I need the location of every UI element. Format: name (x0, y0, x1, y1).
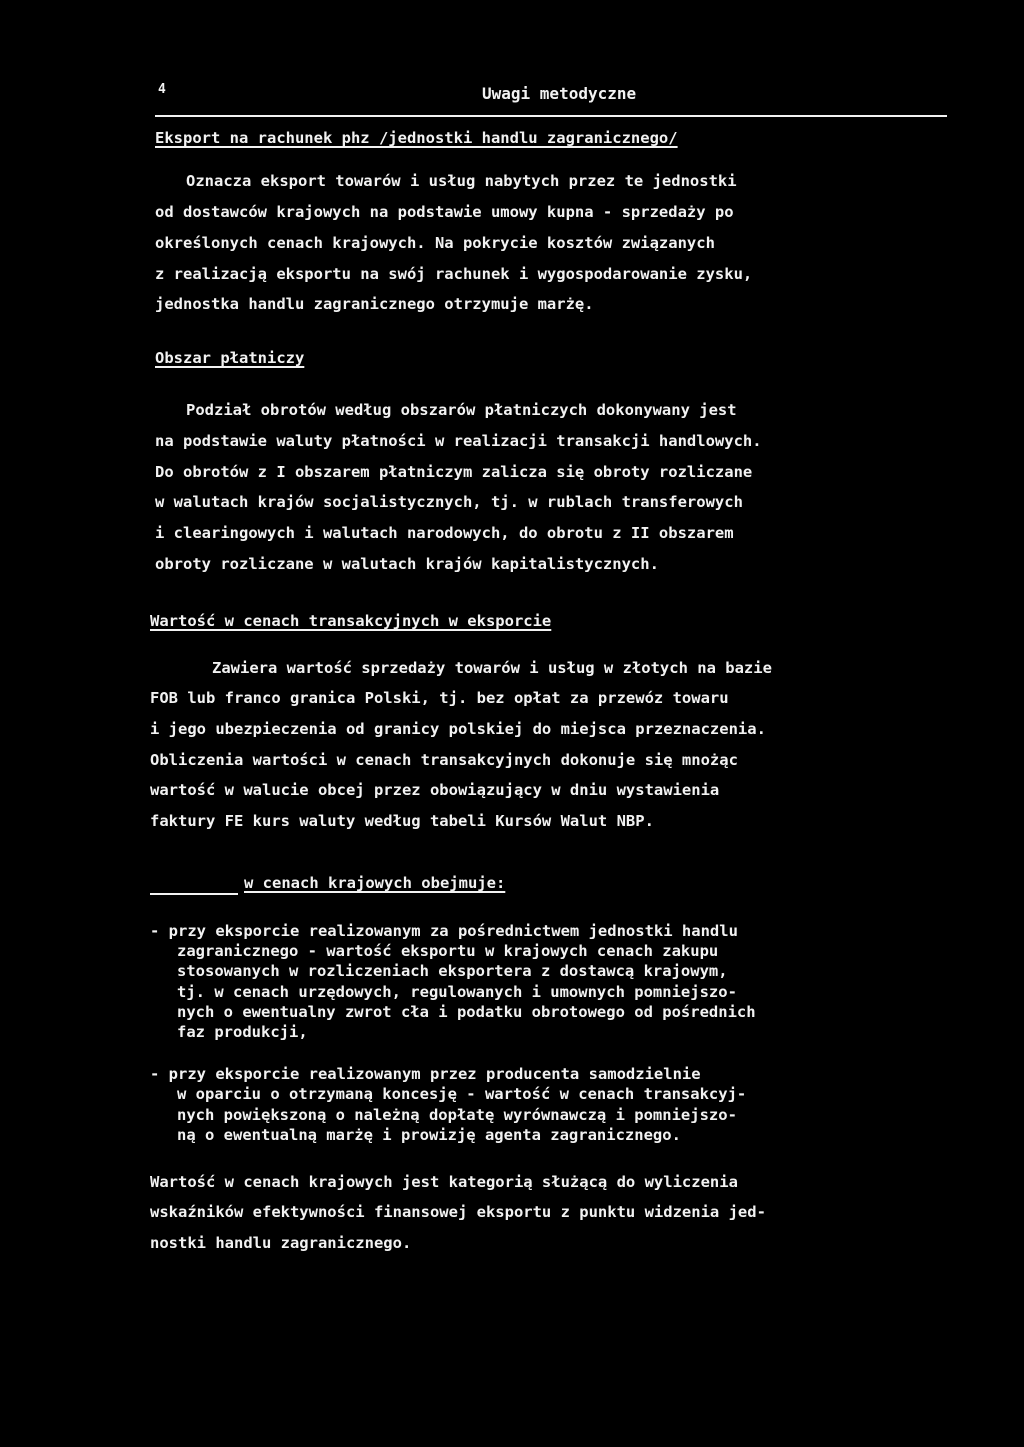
section-heading: Obszar płatniczy (155, 349, 305, 367)
section-heading: w cenach krajowych obejmuje: (244, 874, 506, 892)
paragraph-line: wskaźników efektywności finansowej eksportu z punktu widzenia jed- (150, 1203, 766, 1221)
list-item-line: stosowanych w rozliczeniach eksportera z dostawcą krajowym, (177, 962, 728, 980)
list-item-line: tj. w cenach urzędowych, regulowanych i umownych pomniejszo- (177, 983, 737, 1001)
list-item-line: nych o ewentualny zwrot cła i podatku obrotowego od pośrednich (177, 1003, 756, 1021)
list-item-line: ną o ewentualną marżę i prowizję agenta zagranicznego. (177, 1126, 681, 1144)
header-rule (155, 115, 947, 117)
paragraph-line: Podział obrotów według obszarów płatniczych dokonywany jest (186, 401, 737, 419)
paragraph-line: Obliczenia wartości w cenach transakcyjnych dokonuje się mnożąc (150, 751, 738, 769)
paragraph-line: Wartość w cenach krajowych jest kategorią służącą do wyliczenia (150, 1173, 738, 1191)
list-item-line: - przy eksporcie realizowanym za pośrednictwem jednostki handlu (150, 922, 738, 940)
paragraph-line: w walutach krajów socjalistycznych, tj. w rublach transferowych (155, 493, 743, 511)
page-number: 4 (158, 82, 166, 97)
list-item-line: zagranicznego - wartość eksportu w krajowych cenach zakupu (177, 942, 719, 960)
paragraph-line: od dostawców krajowych na podstawie umowy kupna - sprzedaży po (155, 203, 734, 221)
paragraph-line: wartość w walucie obcej przez obowiązujący w dniu wystawienia (150, 781, 720, 799)
list-item-line: - przy eksporcie realizowanym przez producenta samodzielnie (150, 1065, 701, 1083)
paragraph-line: Zawiera wartość sprzedaży towarów i usług w złotych na bazie (212, 659, 772, 677)
paragraph-line: Do obrotów z I obszarem płatniczym zalicza się obroty rozliczane (155, 463, 753, 481)
paragraph-line: FOB lub franco granica Polski, tj. bez opłat za przewóz towaru (150, 689, 729, 707)
paragraph-line: Oznacza eksport towarów i usług nabytych przez te jednostki (186, 172, 737, 190)
paragraph-line: określonych cenach krajowych. Na pokrycie kosztów związanych (155, 234, 715, 252)
section-heading: Eksport na rachunek phz /jednostki handlu zagranicznego/ (155, 129, 678, 147)
paragraph-line: nostki handlu zagranicznego. (150, 1234, 412, 1252)
list-item-line: w oparciu o otrzymaną koncesję - wartość w cenach transakcyj- (177, 1085, 747, 1103)
paragraph-line: jednostka handlu zagranicznego otrzymuje marżę. (155, 295, 594, 313)
paragraph-line: i clearingowych i walutach narodowych, do obrotu z II obszarem (155, 524, 734, 542)
list-item-line: nych powiększoną o należną dopłatę wyrównawczą i pomniejszo- (177, 1106, 737, 1124)
running-head: Uwagi metodyczne (482, 84, 637, 103)
paragraph-line: i jego ubezpieczenia od granicy polskiej do miejsca przeznaczenia. (150, 720, 766, 738)
section-heading: Wartość w cenach transakcyjnych w eksporcie (150, 612, 552, 630)
paragraph-line: faktury FE kurs waluty według tabeli Kursów Walut NBP. (150, 812, 654, 830)
paragraph-line: z realizacją eksportu na swój rachunek i wygospodarowanie zysku, (155, 265, 753, 283)
list-item-line: faz produkcji, (177, 1023, 308, 1041)
heading-leader-rule (150, 893, 238, 895)
paragraph-line: na podstawie waluty płatności w realizacji transakcji handlowych. (155, 432, 762, 450)
paragraph-line: obroty rozliczane w walutach krajów kapitalistycznych. (155, 555, 659, 573)
